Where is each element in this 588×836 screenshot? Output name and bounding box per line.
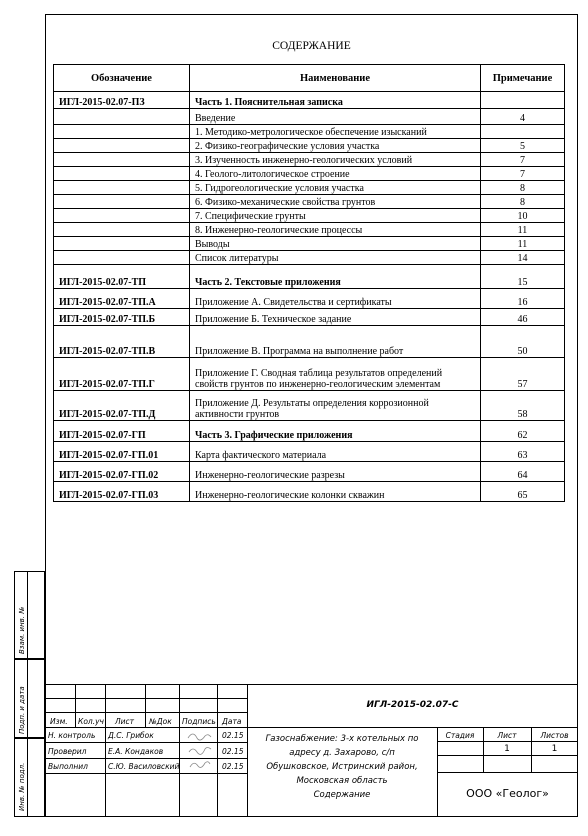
row-page: 11	[481, 237, 565, 251]
row-name: Приложение Б. Техническое задание	[190, 309, 481, 326]
row-name: Часть 2. Текстовые приложения	[190, 265, 481, 289]
signer-date: 02.15	[222, 747, 244, 756]
row-page: 8	[481, 181, 565, 195]
title-block	[45, 684, 578, 817]
row-code: ИГЛ-2015-02.07-ПЗ	[54, 92, 190, 109]
description-line: Московская область	[296, 776, 388, 786]
table-row	[54, 223, 565, 237]
row-code: ИГЛ-2015-02.07-ТП.Г	[54, 358, 190, 391]
stage-label: Стадия	[445, 731, 475, 740]
table-row	[54, 462, 565, 482]
signer-date: 02.15	[222, 762, 244, 771]
row-code: ИГЛ-2015-02.07-ТП.Д	[54, 391, 190, 421]
description-line: адресу д. Захарово, с/п	[289, 748, 395, 758]
sheet-value: 1	[504, 744, 510, 754]
row-code: ИГЛ-2015-02.07-ГП.01	[54, 442, 190, 462]
row-name: 7. Специфические грунты	[190, 209, 481, 223]
col-list: Лист	[115, 717, 135, 726]
row-page: 46	[481, 309, 565, 326]
row-code	[54, 167, 190, 181]
row-page: 14	[481, 251, 565, 265]
row-code: ИГЛ-2015-02.07-ТП.Б	[54, 309, 190, 326]
row-code	[54, 195, 190, 209]
row-page: 7	[481, 167, 565, 181]
header-name: Наименование	[190, 65, 481, 92]
sheets-value: 1	[551, 744, 558, 754]
row-code	[54, 153, 190, 167]
table-row	[54, 139, 565, 153]
row-code	[54, 181, 190, 195]
header-note: Примечание	[481, 65, 565, 92]
row-page: 8	[481, 195, 565, 209]
row-page: 16	[481, 289, 565, 309]
signer-name: Д.С. Грибок	[108, 731, 154, 740]
row-code: ИГЛ-2015-02.07-ТП.В	[54, 326, 190, 358]
table-row	[54, 482, 565, 502]
signer-name: Е.А. Кондаков	[108, 747, 164, 756]
row-page: 15	[481, 265, 565, 289]
row-name: 6. Физико-механические свойства грунтов	[190, 195, 481, 209]
table-row	[54, 92, 565, 109]
table-header-row	[54, 65, 565, 92]
row-page: 63	[481, 442, 565, 462]
row-name: Приложение Д. Результаты определения коррозионной активности грунтов	[190, 391, 481, 421]
table-row	[54, 421, 565, 442]
row-code	[54, 109, 190, 125]
row-name: Инженерно-геологические разрезы	[190, 462, 481, 482]
row-page: 5	[481, 139, 565, 153]
row-name: Часть 3. Графические приложения	[190, 421, 481, 442]
row-page: 64	[481, 462, 565, 482]
side-stamp-middle	[14, 659, 45, 738]
table-row	[54, 153, 565, 167]
description-line: Газоснабжение: 3-х котельных по	[265, 734, 419, 744]
row-page: 11	[481, 223, 565, 237]
table-row	[54, 125, 565, 139]
sheets-label: Листов	[540, 731, 569, 740]
row-name: Приложение А. Свидетельства и сертификаты	[190, 289, 481, 309]
table-row	[54, 358, 565, 391]
row-code	[54, 209, 190, 223]
row-name: Приложение В. Программа на выполнение работ	[190, 326, 481, 358]
row-code: ИГЛ-2015-02.07-ГП	[54, 421, 190, 442]
side-stamp-lower	[14, 738, 45, 817]
table-row	[54, 309, 565, 326]
row-page: 57	[481, 358, 565, 391]
row-name: Часть 1. Пояснительная записка	[190, 92, 481, 109]
sheet-label: Лист	[497, 731, 517, 740]
table-row	[54, 442, 565, 462]
row-code	[54, 223, 190, 237]
side-stamp-upper	[14, 571, 45, 659]
row-page: 62	[481, 421, 565, 442]
row-name: Введение	[190, 109, 481, 125]
row-code	[54, 139, 190, 153]
row-page: 4	[481, 109, 565, 125]
row-page: 7	[481, 153, 565, 167]
page-title: СОДЕРЖАНИЕ	[272, 40, 351, 52]
col-data: Дата	[222, 717, 242, 726]
row-code	[54, 251, 190, 265]
row-page: 65	[481, 482, 565, 502]
signer-role: Н. контроль	[48, 731, 96, 740]
description-line: Содержание	[313, 790, 371, 800]
row-name: Список литературы	[190, 251, 481, 265]
table-row	[54, 209, 565, 223]
row-name: Приложение Г. Сводная таблица результатов определений свойств грунтов по инженерно-геологическим элементам	[190, 358, 481, 391]
row-code: ИГЛ-2015-02.07-ГП.02	[54, 462, 190, 482]
description-line: Обушковское, Истринский район,	[266, 762, 418, 772]
side-label-inv-podl: Инв. № подл.	[18, 762, 26, 811]
row-code: ИГЛ-2015-02.07-ГП.03	[54, 482, 190, 502]
project-description	[247, 732, 437, 802]
signature-mark	[185, 728, 215, 772]
table-row	[54, 195, 565, 209]
row-name: 5. Гидрогеологические условия участка	[190, 181, 481, 195]
row-name: 1. Методико-метрологическое обеспечение изысканий	[190, 125, 481, 139]
row-code	[54, 125, 190, 139]
table-row	[54, 167, 565, 181]
table-row	[54, 289, 565, 309]
side-label-podp-data: Подп. и дата	[18, 686, 26, 734]
table-row	[54, 109, 565, 125]
row-code: ИГЛ-2015-02.07-ТП.А	[54, 289, 190, 309]
table-row	[54, 326, 565, 358]
row-name: 4. Геолого-литологическое строение	[190, 167, 481, 181]
side-label-inv-vzam: Взам. инв. №	[18, 606, 26, 654]
row-code	[54, 237, 190, 251]
row-name: 3. Изученность инженерно-геологических условий	[190, 153, 481, 167]
table-row	[54, 181, 565, 195]
col-kol-uch: Кол.уч	[78, 717, 104, 726]
col-n-dok: №Док	[149, 717, 172, 726]
table-row	[54, 265, 565, 289]
row-page	[481, 92, 565, 109]
row-page: 58	[481, 391, 565, 421]
contents-table	[53, 64, 565, 502]
doc-code: ИГЛ-2015-02.07-С	[366, 700, 459, 710]
signer-date: 02.15	[222, 731, 244, 740]
header-code: Обозначение	[54, 65, 190, 92]
signer-name: С.Ю. Василовский	[108, 762, 180, 771]
table-row	[54, 237, 565, 251]
col-izm: Изм.	[50, 717, 68, 726]
row-name: 8. Инженерно-геологические процессы	[190, 223, 481, 237]
col-podpis: Подпись	[182, 717, 216, 726]
row-page	[481, 125, 565, 139]
signer-role: Проверил	[48, 747, 87, 756]
table-row	[54, 251, 565, 265]
signer-role: Выполнил	[48, 762, 88, 771]
row-code: ИГЛ-2015-02.07-ТП	[54, 265, 190, 289]
row-page: 50	[481, 326, 565, 358]
row-name: Инженерно-геологические колонки скважин	[190, 482, 481, 502]
row-name: Карта фактического материала	[190, 442, 481, 462]
table-row	[54, 391, 565, 421]
row-page: 10	[481, 209, 565, 223]
row-name: Выводы	[190, 237, 481, 251]
row-name: 2. Физико-географические условия участка	[190, 139, 481, 153]
company-name: ООО «Геолог»	[466, 787, 549, 800]
